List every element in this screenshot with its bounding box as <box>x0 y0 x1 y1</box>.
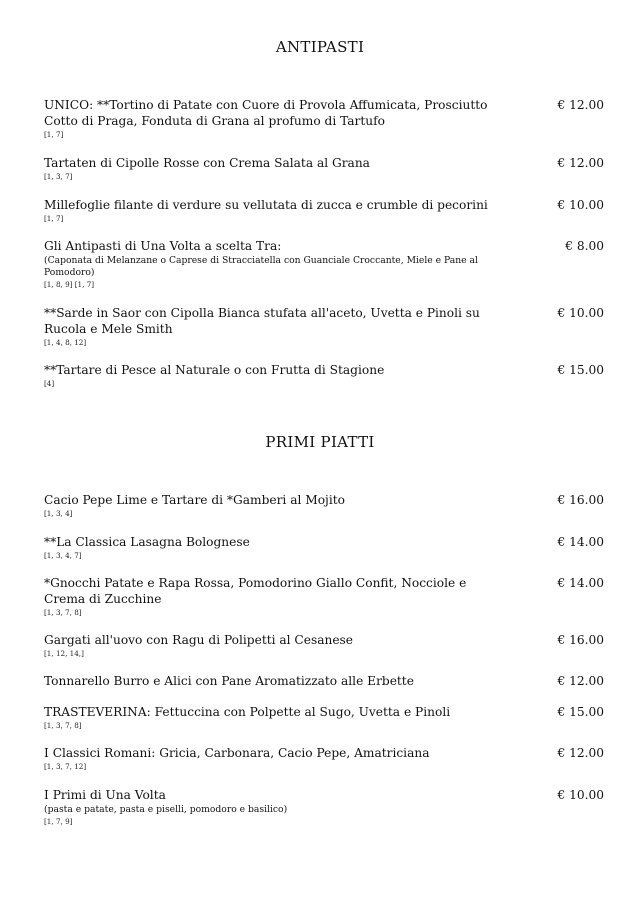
item-name: Gargati all'uovo con Ragu di Polipetti al Cesanese <box>44 633 354 647</box>
item-allergens: [1, 7, 9] <box>44 817 73 826</box>
menu-item <box>44 238 606 290</box>
item-name: UNICO: **Tortino di Patate con Cuore di Provola Affumicata, Prosciutto Cotto di Praga, Fonduta di Grana al profumo di Tartufo <box>44 98 488 128</box>
item-allergens: [1, 3, 7] <box>44 172 73 181</box>
menu-item <box>44 155 606 182</box>
item-price: € 12.00 <box>557 674 604 688</box>
item-price: € 14.00 <box>557 535 604 549</box>
item-price: € 12.00 <box>557 98 604 112</box>
item-allergens: [1, 12, 14,] <box>44 649 84 658</box>
item-name: Tonnarello Burro e Alici con Pane Aromatizzato alle Erbette <box>44 674 414 688</box>
item-price: € 12.00 <box>557 156 604 170</box>
section-title-antipasti: ANTIPASTI <box>275 38 365 56</box>
item-price: € 16.00 <box>557 493 604 507</box>
item-description: (Caponata di Melanzane o Caprese di Stracciatella con Guanciale Croccante, Miele e Pane al Pomodoro) <box>44 255 478 278</box>
menu-item <box>44 97 606 140</box>
menu-item <box>44 197 606 224</box>
item-price: € 8.00 <box>565 239 604 253</box>
menu-item <box>44 704 606 731</box>
item-name: TRASTEVERINA: Fettuccina con Polpette al Sugo, Uvetta e Pinoli <box>44 705 451 719</box>
menu-item <box>44 673 606 689</box>
item-name: *Gnocchi Patate e Rapa Rossa, Pomodorino Giallo Confit, Nocciole e Crema di Zucchine <box>44 576 467 606</box>
item-price: € 10.00 <box>557 306 604 320</box>
item-allergens: [1, 7] <box>44 130 64 139</box>
item-name: Millefoglie filante di verdure su vellutata di zucca e crumble di pecorini <box>44 198 488 212</box>
item-name: I Primi di Una Volta <box>44 788 166 802</box>
item-allergens: [1, 3, 7, 12] <box>44 762 87 771</box>
menu-item <box>44 787 606 827</box>
item-name: I Classici Romani: Gricia, Carbonara, Cacio Pepe, Amatriciana <box>44 746 430 760</box>
item-allergens: [1, 7] <box>44 214 64 223</box>
item-allergens: [1, 4, 8, 12] <box>44 338 87 347</box>
item-price: € 15.00 <box>557 363 604 377</box>
menu-item <box>44 745 606 772</box>
item-name: **Sarde in Saor con Cipolla Bianca stufata all'aceto, Uvetta e Pinoli su Rucola e Mele Smith <box>44 306 480 336</box>
section-title-primi-piatti: PRIMI PIATTI <box>265 433 375 451</box>
item-description: (pasta e patate, pasta e piselli, pomodoro e basilico) <box>44 804 288 815</box>
item-name: Cacio Pepe Lime e Tartare di *Gamberi al Mojito <box>44 493 345 507</box>
item-price: € 16.00 <box>557 633 604 647</box>
item-price: € 15.00 <box>557 705 604 719</box>
menu-item <box>44 632 606 659</box>
item-allergens: [1, 3, 4] <box>44 509 73 518</box>
item-price: € 10.00 <box>557 198 604 212</box>
item-price: € 14.00 <box>557 576 604 590</box>
item-name: **Tartare di Pesce al Naturale o con Frutta di Stagione <box>44 363 385 377</box>
menu-item <box>44 492 606 519</box>
item-price: € 12.00 <box>557 746 604 760</box>
item-price: € 10.00 <box>557 788 604 802</box>
menu-item <box>44 305 606 348</box>
item-name: **La Classica Lasagna Bolognese <box>44 535 250 549</box>
item-allergens: [1, 3, 7, 8] <box>44 608 82 617</box>
item-name: Gli Antipasti di Una Volta a scelta Tra: <box>44 239 282 253</box>
item-allergens: [1, 8, 9] [1, 7] <box>44 280 95 289</box>
item-name: Tartaten di Cipolle Rosse con Crema Salata al Grana <box>44 156 370 170</box>
item-allergens: [4] <box>44 379 55 388</box>
menu-item <box>44 534 606 561</box>
menu-item <box>44 575 606 618</box>
menu-item <box>44 362 606 389</box>
item-allergens: [1, 3, 4, 7] <box>44 551 82 560</box>
item-allergens: [1, 3, 7, 8] <box>44 721 82 730</box>
